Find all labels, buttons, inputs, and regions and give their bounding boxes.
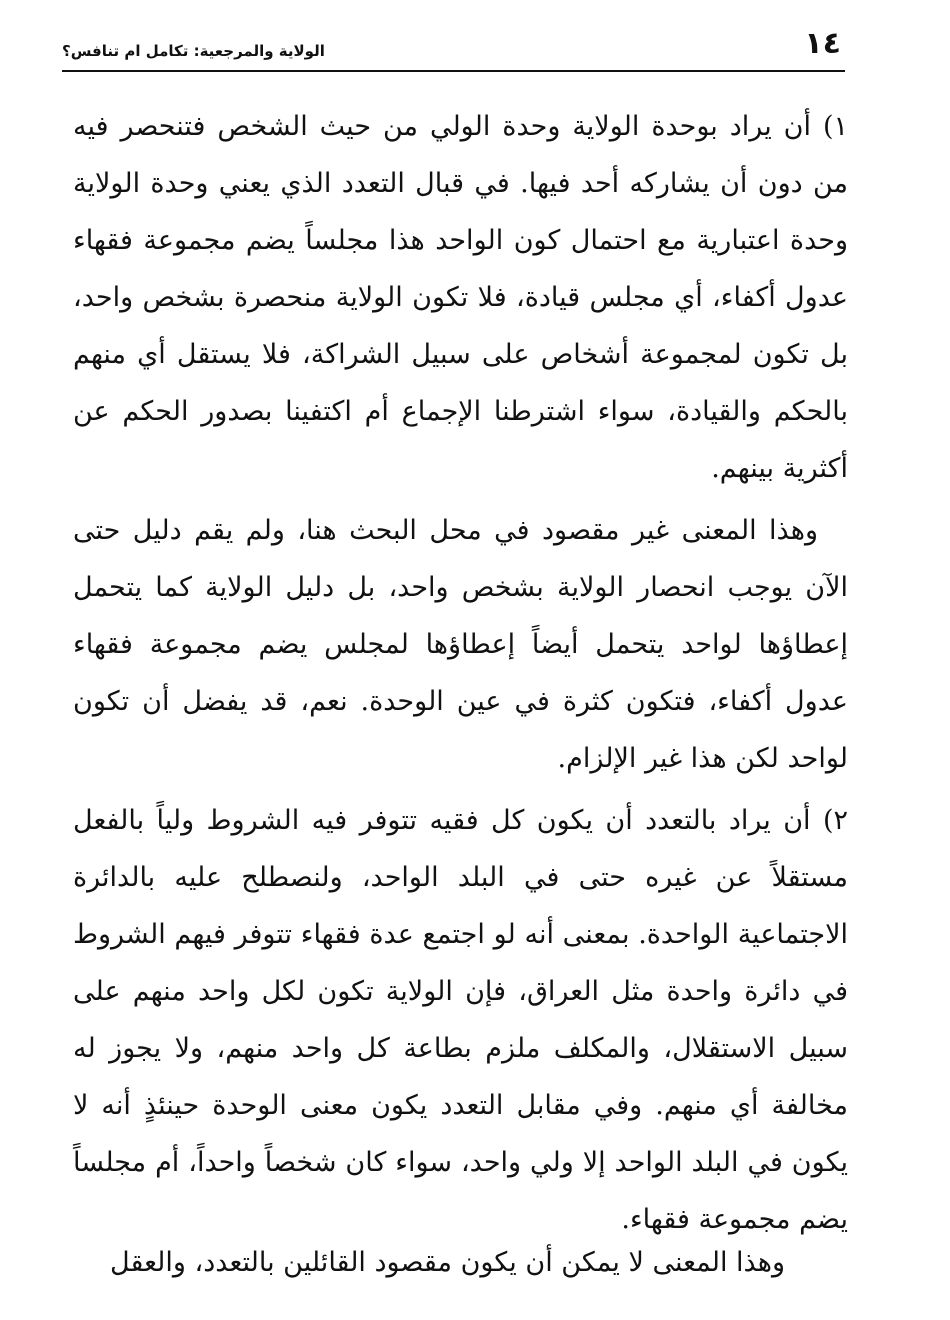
page-header [62, 26, 845, 72]
paragraph-3: ٢) أن يراد بالتعدد أن يكون كل فقيه تتوفر فيه الشروط ولياً بالفعل مستقلاً عن غيره حتى في البلد الواحد، ولنصطلح عليه بالدائرة الاجتماعية الواحدة. بمعنى أنه لو اجتمع عدة فقهاء تتوفر فيهم الشروط في دائرة واحدة مثل العراق، فإن الولاية تكون لكل واحد منهم على سبيل الاستقلال، والمكلف ملزم بطاعة كل واحد منهم، ولا يجوز له مخالفة أي منهم. وفي مقابل التعدد يكون معنى الوحدة حينئذٍ أنه لا يكون في البلد الواحد إلا ولي واحد، سواء كان شخصاً واحداً، أم مجلساً يضم مجموعة فقهاء. [73, 805, 848, 1235]
page-number: ١٤ [804, 26, 841, 61]
running-title: الولاية والمرجعية: تكامل ام تنافس؟ [62, 42, 325, 60]
paragraph-2: وهذا المعنى غير مقصود في محل البحث هنا، ولم يقم دليل حتى الآن يوجب انحصار الولاية بشخص واحد، بل دليل الولاية كما يتحمل إعطاؤها لواحد يتحمل أيضاً إعطاؤها لمجلس يضم مجموعة فقهاء عدول أكفاء، فتكون كثرة في عين الوحدة. نعم، قد يفضل أن تكون لواحد لكن هذا غير الإلزام. [73, 515, 848, 774]
continued-line: وهذا المعنى لا يمكن أن يكون مقصود القائلين بالتعدد، والعقل [110, 1247, 785, 1278]
paragraph-1: ١) أن يراد بوحدة الولاية وحدة الولي من حيث الشخص فتنحصر فيه من دون أن يشاركه أحد فيها. في قبال التعدد الذي يعني وحدة الولاية وحدة اعتبارية مع احتمال كون الواحد هذا مجلساً يضم مجموعة فقهاء عدول أكفاء، أي مجلس قيادة، فلا تكون الولاية منحصرة بشخص واحد، بل تكون لمجموعة أشخاص على سبيل الشراكة، فلا يستقل أي منهم بالحكم والقيادة، سواء اشترطنا الإجماع أم اكتفينا بصدور الحكم عن أكثرية بينهم. [73, 111, 848, 484]
body-text [73, 98, 848, 1248]
